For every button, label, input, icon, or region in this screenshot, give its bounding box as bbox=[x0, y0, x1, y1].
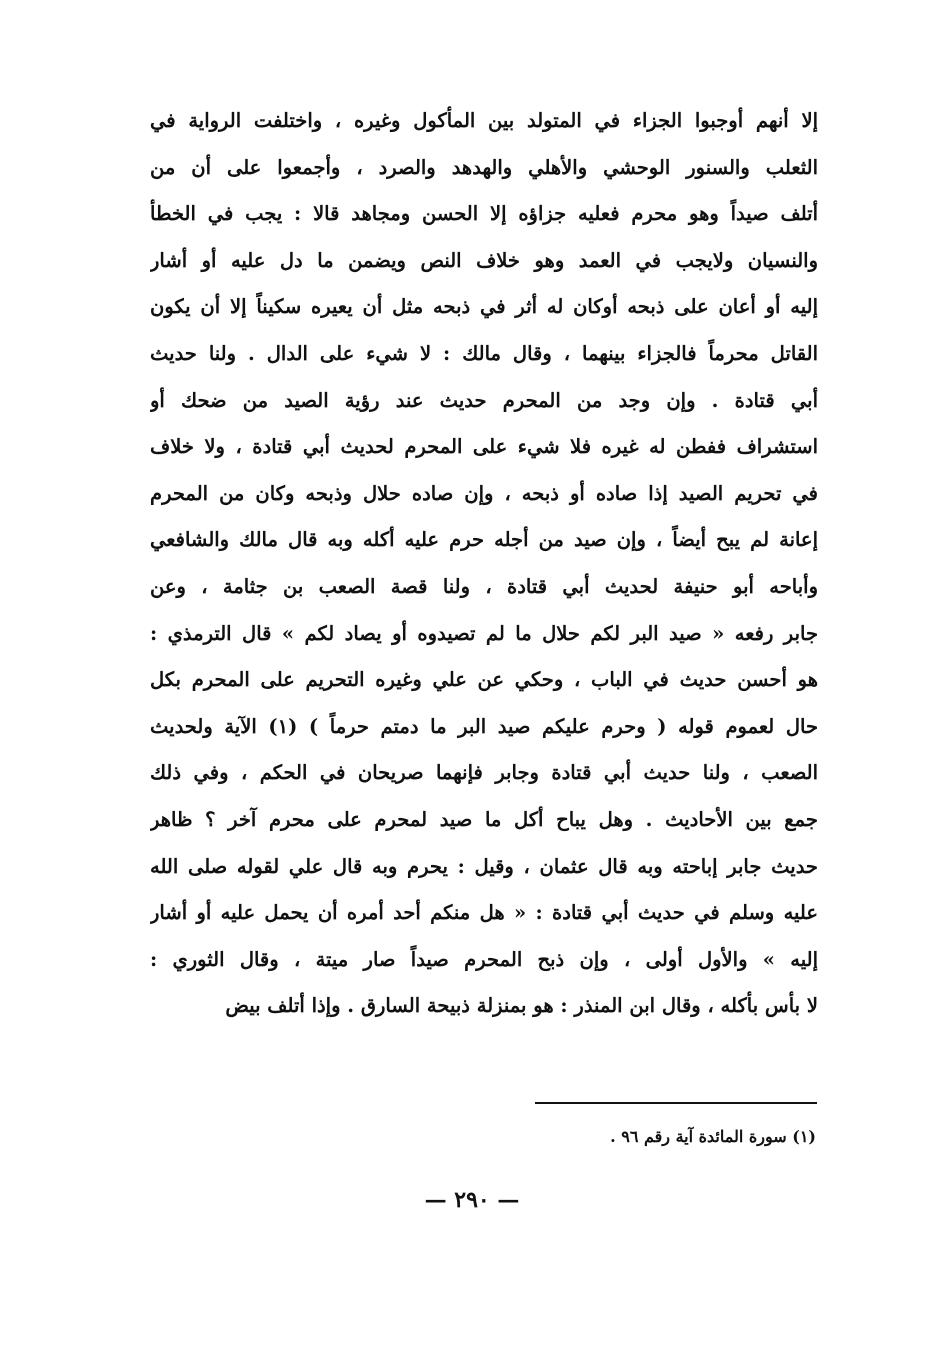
text-line: الصعب ، ولنا حديث أبي قتادة وجابر فإنهما صريحان في الحكم ، وفي ذلك bbox=[150, 761, 818, 785]
text-line: الثعلب والسنور الوحشي والأهلي والهدهد والصرد ، وأجمعوا على أن من bbox=[150, 155, 818, 179]
text-line: حديث جابر إباحته وبه قال عثمان ، وقيل : يحرم وبه قال علي لقوله صلى الله bbox=[150, 854, 818, 878]
text-line: والنسيان ولايجب في العمد وهو خلاف النص ويضمن ما دل عليه أو أشار bbox=[150, 248, 818, 272]
body-text bbox=[150, 98, 818, 1030]
text-line: عليه وسلم في حديث أبي قتادة : « هل منكم أحد أمره أن يحمل عليه أو أشار bbox=[150, 901, 818, 925]
text-line: هو أحسن حديث في الباب ، وحكي عن علي وغيره التحريم على المحرم بكل bbox=[150, 668, 818, 692]
text-line: أبي قتادة . وإن وجد من المحرم حديث عند رؤية الصيد من ضحك أو bbox=[150, 388, 818, 412]
text-line: استشراف ففطن له غيره فلا شيء على المحرم لحديث أبي قتادة ، ولا خلاف bbox=[150, 435, 818, 459]
footnote: (١) سورة المائدة آية رقم ٩٦ . bbox=[610, 1127, 816, 1146]
footnote-divider bbox=[535, 1102, 817, 1104]
text-line: في تحريم الصيد إذا صاده أو ذبحه ، وإن صاده حلال وذبحه وكان من المحرم bbox=[150, 481, 818, 505]
page-number: — ٢٩٠ — bbox=[424, 1187, 520, 1213]
text-line: إعانة لم يبح أيضاً ، وإن صيد من أجله حرم عليه أكله وبه قال مالك والشافعي bbox=[150, 528, 818, 552]
text-line: إليه أو أعان على ذبحه أوكان له أثر في ذبحه مثل أن يعيره سكيناً إلا أن يكون bbox=[150, 295, 818, 319]
text-line: لا بأس بأكله ، وقال ابن المنذر : هو بمنزلة ذبيحة السارق . وإذا أتلف بيض bbox=[225, 994, 818, 1018]
text-line: جابر رفعه « صيد البر لكم حلال ما لم تصيدوه أو يصاد لكم » قال الترمذي : bbox=[150, 621, 818, 645]
text-line: إليه » والأول أولى ، وإن ذبح المحرم صيداً صار ميتة ، وقال الثوري : bbox=[150, 947, 818, 971]
text-line: حال لعموم قوله ( وحرم عليكم صيد البر ما دمتم حرماً ) (١) الآية ولحديث bbox=[150, 714, 818, 738]
text-line: جمع بين الأحاديث . وهل يباح أكل ما صيد لمحرم على محرم آخر ؟ ظاهر bbox=[150, 807, 818, 831]
text-line: وأباحه أبو حنيفة لحديث أبي قتادة ، ولنا قصة الصعب بن جثامة ، وعن bbox=[150, 574, 818, 598]
text-line: إلا أنهم أوجبوا الجزاء في المتولد بين المأكول وغيره ، واختلفت الرواية في bbox=[150, 109, 818, 132]
text-line: أتلف صيداً وهو محرم فعليه جزاؤه إلا الحسن ومجاهد قالا : يجب في الخطأ bbox=[150, 202, 818, 226]
text-line: القاتل محرماً فالجزاء بينهما ، وقال مالك : لا شيء على الدال . ولنا حديث bbox=[150, 341, 818, 365]
